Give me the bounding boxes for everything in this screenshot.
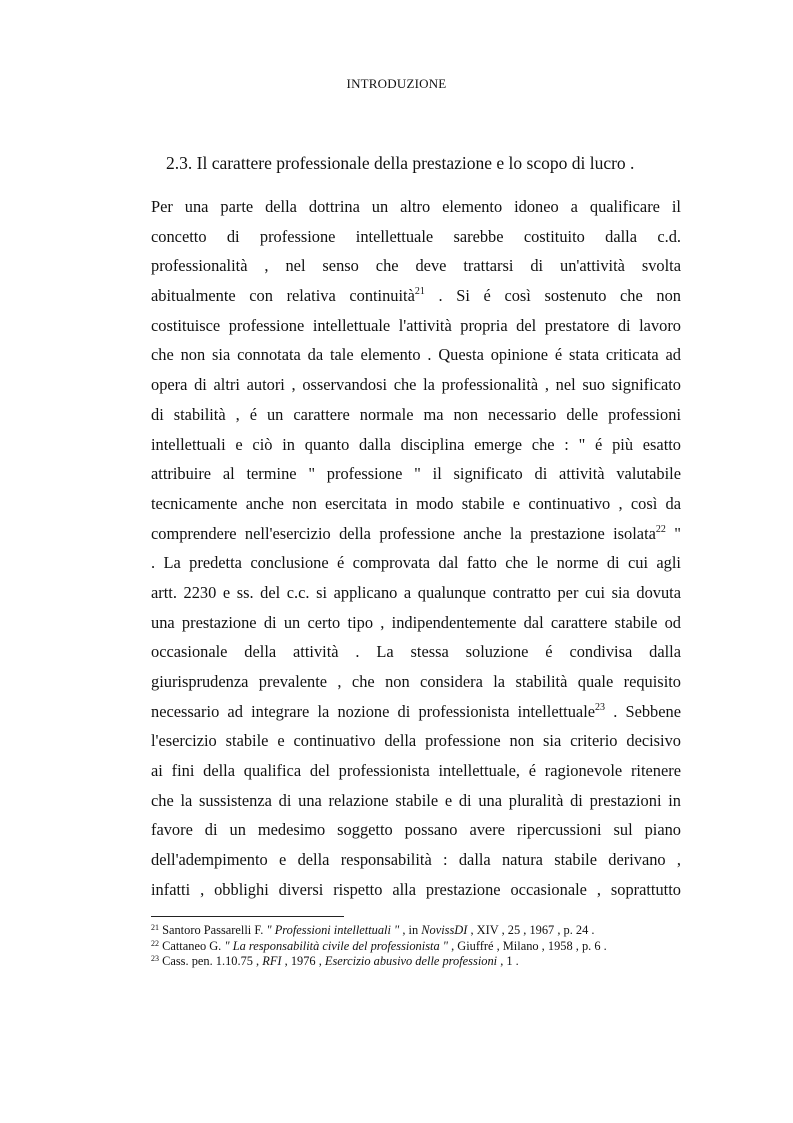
footnote-title: RFI (262, 954, 282, 969)
footnote-text: , XIV , 25 , 1967 , p. 24 . (467, 923, 595, 937)
footnote-ref-22: 22 (655, 523, 666, 535)
body-line-text: necessario ad integrare la nozione di professionista intellettuale (151, 701, 596, 721)
body-line (151, 519, 681, 549)
section-title: 2.3. Il carattere professionale della prestazione e lo scopo di lucro . (166, 153, 635, 173)
body-line: professionalità , nel senso che deve trattarsi di un'attività svolta (151, 256, 681, 276)
footnote-number: 23 (151, 954, 159, 964)
footnote-number: 21 (151, 923, 159, 932)
footnote-separator (151, 916, 344, 917)
body-line: ai fini della qualifica del professionista intellettuale, é ragionevole ritenere (151, 761, 681, 781)
body-line: che non sia connotata da tale elemento . Questa opinione é stata criticata ad (151, 345, 681, 365)
body-line-text: . Si é così sostenuto che non (424, 286, 681, 306)
body-line: tecnicamente anche non esercitata in modo stabile e continuativo , così da (151, 493, 681, 513)
body-line: intellettuali e ciò in quanto dalla disciplina emerge che : " é più esatto (151, 434, 681, 454)
footnote-title: " Professioni intellettuali " (266, 923, 400, 937)
body-line-text: abitualmente con relativa continuità (151, 286, 415, 306)
body-line: . La predetta conclusione é comprovata dal fatto che le norme di cui agli (151, 553, 681, 573)
body-line: Per una parte della dottrina un altro elemento idoneo a qualificare il (151, 197, 681, 216)
footnote-text: Cass. pen. 1.10.75 , (159, 954, 263, 969)
footnotes (151, 923, 711, 970)
footnote-source: NovissDI (421, 923, 468, 937)
body-line: attribuire al termine " professione " il significato di attività valutabile (151, 464, 681, 484)
footnote-text: , 1 . (497, 954, 519, 969)
footnote-text: Santoro Passarelli F. (159, 923, 267, 937)
body-line: una prestazione di un certo tipo , indipendentemente dal carattere stabile od (151, 612, 681, 632)
body-line-text: comprendere nell'esercizio della professione anche la prestazione isolata (151, 523, 656, 543)
body-line (151, 281, 681, 311)
body-line: di stabilità , é un carattere normale ma non necessario delle professioni (151, 404, 681, 424)
footnote-text: , 1976 , (281, 954, 325, 969)
footnote-ref-23: 23 (595, 701, 606, 713)
body-line: occasionale della attività . La stessa soluzione é condivisa dalla (151, 642, 681, 662)
body-line: l'esercizio stabile e continuativo della professione non sia criterio decisivo (151, 731, 681, 751)
body-text (151, 192, 681, 905)
footnote-ref-21: 21 (414, 286, 425, 298)
body-line-text: " (665, 523, 682, 543)
body-line: giurisprudenza prevalente , che non considera la stabilità quale requisito (151, 672, 681, 691)
body-line: concetto di professione intellettuale sarebbe costituito dalla c.d. (151, 226, 681, 246)
footnote-number: 22 (151, 938, 159, 948)
footnote-title: " La responsabilità civile del professionista " (224, 938, 448, 953)
body-line: costituisce professione intellettuale l'attività propria del prestatore di lavoro (151, 315, 681, 335)
footnote-text: Cattaneo G. (159, 938, 225, 953)
body-line-text: . Sebbene (605, 701, 681, 721)
body-line: infatti , obblighi diversi rispetto alla prestazione occasionale , soprattutto (151, 879, 681, 899)
body-line: artt. 2230 e ss. del c.c. si applicano a qualunque contratto per cui sia dovuta (151, 582, 681, 602)
body-line: favore di un medesimo soggetto possano avere ripercussioni sul piano (151, 820, 681, 840)
footnote-source: Esercizio abusivo delle professioni (324, 954, 498, 969)
footnote-text: , Giuffré , Milano , 1958 , p. 6 . (447, 938, 607, 953)
body-line: opera di altri autori , osservandosi che la professionalità , nel suo significato (151, 375, 681, 395)
footnote-21 (151, 923, 711, 939)
body-line: che la sussistenza di una relazione stabile e di una pluralità di prestazioni in (151, 790, 681, 810)
footnote-23 (151, 954, 711, 970)
body-line: dell'adempimento e della responsabilità : dalla natura stabile derivano , (151, 850, 681, 870)
footnote-text: , in (399, 923, 422, 937)
running-head: INTRODUZIONE (346, 76, 447, 91)
body-line (151, 697, 681, 727)
footnote-22 (151, 939, 711, 955)
